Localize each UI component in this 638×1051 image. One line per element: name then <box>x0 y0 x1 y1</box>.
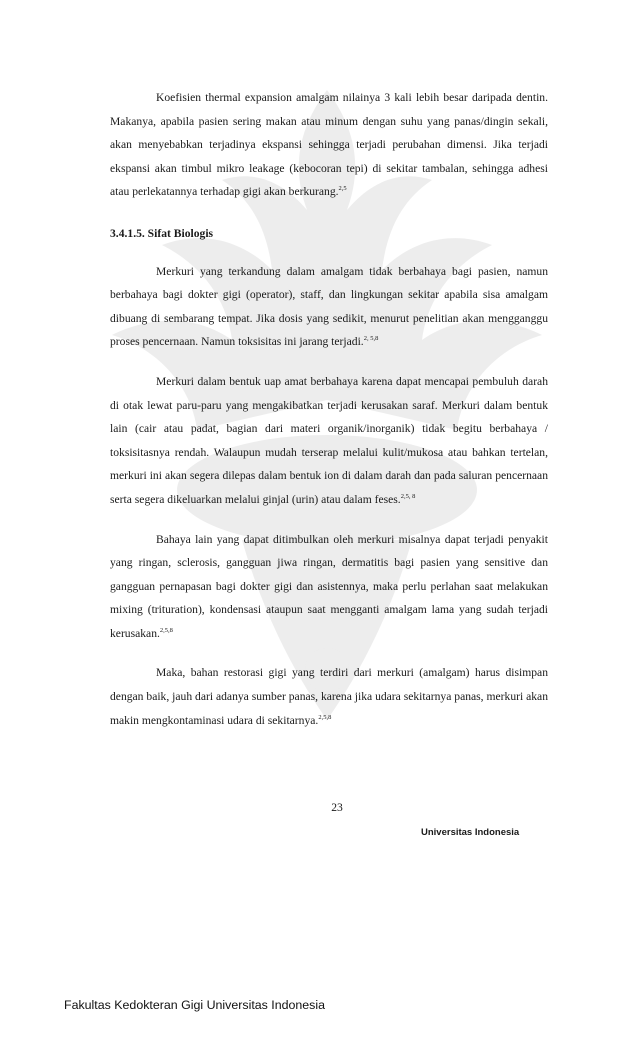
page-number: 23 <box>331 801 343 814</box>
university-label: Universitas Indonesia <box>421 827 520 838</box>
paragraph-storage <box>110 661 548 732</box>
citation-ref: 2, 5,8 <box>363 335 379 343</box>
paragraph-text: Bahaya lain yang dapat ditimbulkan oleh merkuri misalnya dapat terjadi penyakit yang ringan, sclerosis, gangguan jiwa ringan, dermatitis bagi pasien yang sensitive dan gangguan pernapasan bagi dokter gigi dan asistennya, maka perlu perlahan saat melakukan mixing (trituration), kondensasi ataupun saat mengganti amalgam lama yang sudah terjadi kerusakan. <box>110 532 548 640</box>
citation-ref: 2,5,8 <box>159 626 173 634</box>
citation-ref: 2,5,8 <box>318 713 332 721</box>
document-body <box>110 86 548 748</box>
paragraph-thermal-expansion <box>110 86 548 204</box>
paragraph-text: Merkuri yang terkandung dalam amalgam tidak berbahaya bagi pasien, namun berbahaya bagi dokter gigi (operator), staff, dan lingkungan sekitar apabila sisa amalgam dibuang di sembarang tempat. Jika dosis yang sedikit, menurut penelitian akan mengganggu proses pencernaan. Namun toksisitas ini jarang terjadi. <box>110 264 548 349</box>
paragraph-text: Merkuri dalam bentuk uap amat berbahaya karena dapat mencapai pembuluh darah di otak lewat paru-paru yang mengakibatkan terjadi kerusakan saraf. Merkuri dalam bentuk lain (cair atau padat, bagian dari materi organik/inorganik) tidak begitu berbahaya / toksisitasnya rendah. Walaupun mudah terserap melalui kulit/mukosa atau bahkan tertelan, merkuri ini akan segera dilepas dalam bentuk ion di dalam darah dan pada saluran pencernaan serta segera dikeluarkan melalui ginjal (urin) atau dalam feses. <box>110 374 548 506</box>
citation-ref: 2,5, 8 <box>400 492 416 500</box>
paragraph-mercury-risk <box>110 260 548 354</box>
paragraph-text: Maka, bahan restorasi gigi yang terdiri dari merkuri (amalgam) harus disimpan dengan baik, jauh dari adanya sumber panas, karena jika udara sekitarnya panas, merkuri akan makin mengkontaminasi udara di sekitarnya. <box>110 666 548 727</box>
citation-ref: 2,5 <box>338 185 347 193</box>
section-heading: 3.4.1.5. Sifat Biologis <box>110 226 214 240</box>
paragraph-mercury-vapor <box>110 370 548 512</box>
paragraph-text: Koefisien thermal expansion amalgam nilainya 3 kali lebih besar daripada dentin. Makanya, apabila pasien sering makan atau minum dengan suhu yang panas/dingin sekali, akan menyebabkan terjadinya ekspansi sehingga terjadi perubahan dimensi. Jika terjadi ekspansi akan timbul mikro leakage (kebocoran tepi) di sekitar tambalan, sehingga adhesi atau perlekatannya terhadap gigi akan berkurang. <box>110 91 548 199</box>
faculty-footer: Fakultas Kedokteran Gigi Universitas Indonesia <box>64 998 326 1012</box>
paragraph-other-hazards <box>110 528 548 646</box>
